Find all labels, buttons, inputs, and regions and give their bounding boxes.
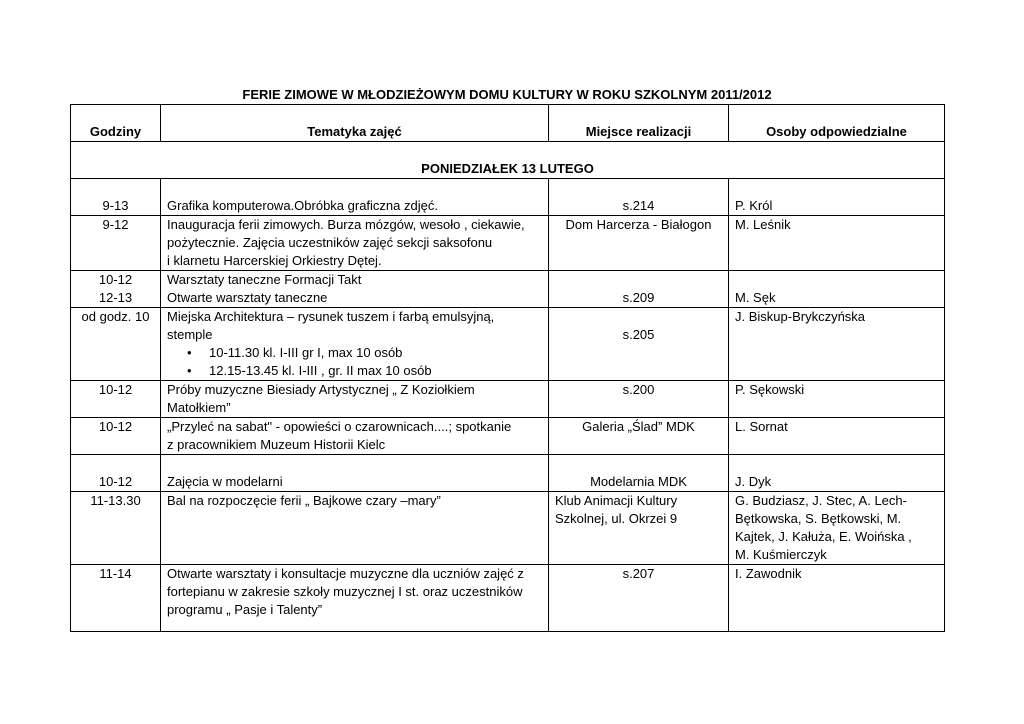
cell-topic — [161, 565, 549, 632]
bullet-icon: • — [187, 363, 192, 378]
cell-persons — [729, 271, 945, 308]
place-text: s.214 — [622, 198, 655, 213]
hours-line: 10-12 — [98, 272, 133, 287]
topic-text: Grafika komputerowa.Obróbka graficzna zdjęć. — [167, 198, 438, 213]
cell-persons — [729, 418, 945, 455]
cell-hours — [71, 418, 161, 455]
session-text: 10-11.30 kl. I-III gr I, max 10 osób — [209, 345, 403, 360]
table-row — [71, 418, 945, 455]
persons-text: P. Sękowski — [735, 382, 805, 397]
hours-text: 10-12 — [98, 419, 133, 434]
place-line: Szkolnej, ul. Okrzei 9 — [555, 511, 678, 526]
cell-persons — [729, 179, 945, 216]
hours-text: 9-13 — [102, 198, 129, 213]
place-text: Dom Harcerza - Białogon — [565, 217, 712, 232]
topic-line: stemple — [167, 327, 213, 342]
header-topic: Tematyka zajęć — [161, 105, 549, 142]
persons-text: J. Dyk — [735, 474, 772, 489]
cell-topic — [161, 455, 549, 492]
place-line: Klub Animacji Kultury — [555, 493, 678, 508]
topic-line: Miejska Architektura – rysunek tuszem i farbą emulsyjną, — [167, 309, 495, 324]
bullet-icon: • — [187, 345, 192, 360]
cell-hours — [71, 308, 161, 381]
cell-place — [549, 271, 729, 308]
cell-topic — [161, 179, 549, 216]
table-row — [71, 308, 945, 381]
cell-persons — [729, 216, 945, 271]
table-row — [71, 179, 945, 216]
hours-text: 9-12 — [102, 217, 129, 232]
cell-topic — [161, 271, 549, 308]
topic-line: pożytecznie. Zajęcia uczestników zajęć sekcji saksofonu — [167, 235, 493, 250]
header-hours: Godziny — [71, 105, 161, 142]
topic-line: z pracownikiem Muzeum Historii Kielc — [167, 437, 386, 452]
cell-persons — [729, 381, 945, 418]
persons-text: P. Król — [735, 198, 773, 213]
cell-topic — [161, 418, 549, 455]
cell-hours — [71, 216, 161, 271]
place-text: s.200 — [622, 382, 655, 397]
cell-hours — [71, 381, 161, 418]
topic-line: Otwarte warsztaty i konsultacje muzyczne dla uczniów zajęć z — [167, 566, 524, 581]
cell-topic — [161, 308, 549, 381]
document-title: FERIE ZIMOWE W MŁODZIEŻOWYM DOMU KULTURY W ROKU SZKOLNYM 2011/2012 — [242, 87, 772, 102]
cell-persons — [729, 492, 945, 565]
header-persons: Osoby odpowiedzialne — [729, 105, 945, 142]
cell-place — [549, 418, 729, 455]
cell-place — [549, 565, 729, 632]
list-item — [187, 362, 542, 380]
day-heading: PONIEDZIAŁEK 13 LUTEGO — [71, 142, 945, 179]
cell-place — [549, 216, 729, 271]
day-row — [71, 142, 945, 179]
cell-persons — [729, 455, 945, 492]
place-text: s.209 — [622, 290, 655, 305]
table-header-row — [71, 105, 945, 142]
persons-line: Bętkowska, S. Bętkowski, M. — [735, 511, 902, 526]
hours-text: od godz. 10 — [81, 309, 150, 324]
persons-line: Kajtek, J. Kałuża, E. Woińska , — [735, 529, 912, 544]
hours-line: 12-13 — [98, 290, 133, 305]
topic-line: Próby muzyczne Biesiady Artystycznej „ Z Koziołkiem — [167, 382, 475, 397]
cell-topic — [161, 492, 549, 565]
cell-hours — [71, 179, 161, 216]
cell-place — [549, 381, 729, 418]
hours-text: 11-13.30 — [90, 493, 141, 508]
place-text: Modelarnia MDK — [590, 474, 687, 489]
schedule-table — [70, 104, 945, 632]
cell-place — [549, 179, 729, 216]
place-text: s.205 — [622, 327, 655, 342]
persons-text: M. Sęk — [735, 290, 776, 305]
table-row — [71, 565, 945, 632]
hours-text: 11-14 — [99, 566, 132, 581]
topic-text: Bal na rozpoczęcie ferii „ Bajkowe czary –mary” — [167, 493, 441, 508]
hours-text: 10-12 — [98, 382, 133, 397]
table-row — [71, 216, 945, 271]
topic-line: Warsztaty taneczne Formacji Takt — [167, 272, 362, 287]
list-item — [187, 344, 542, 362]
hours-text: 10-12 — [98, 474, 133, 489]
place-text: s.207 — [622, 566, 655, 581]
cell-place — [549, 455, 729, 492]
header-place: Miejsce realizacji — [549, 105, 729, 142]
cell-topic — [161, 381, 549, 418]
topic-line: Matołkiem” — [167, 400, 231, 415]
topic-line: Inauguracja ferii zimowych. Burza mózgów, wesoło , ciekawie, — [167, 217, 525, 232]
cell-topic — [161, 216, 549, 271]
persons-line: M. Kuśmierczyk — [735, 547, 827, 562]
place-text: Galeria „Ślad” MDK — [582, 419, 695, 434]
table-row — [71, 492, 945, 565]
cell-hours — [71, 565, 161, 632]
topic-line: programu „ Pasje i Talenty” — [167, 602, 323, 617]
persons-text: I. Zawodnik — [735, 566, 802, 581]
cell-place — [549, 492, 729, 565]
persons-text: J. Biskup-Brykczyńska — [735, 309, 866, 324]
persons-text: L. Sornat — [735, 419, 788, 434]
cell-hours — [71, 492, 161, 565]
topic-line: i klarnetu Harcerskiej Orkiestry Dętej. — [167, 253, 382, 268]
topic-text: Zajęcia w modelarni — [167, 474, 283, 489]
topic-line: fortepianu w zakresie szkoły muzycznej I st. oraz uczestników — [167, 584, 523, 599]
topic-line: Otwarte warsztaty taneczne — [167, 290, 328, 305]
cell-hours — [71, 271, 161, 308]
cell-place — [549, 308, 729, 381]
topic-line: „Przyleć na sabat" - opowieści o czarownicach....; spotkanie — [167, 419, 512, 434]
session-list — [167, 344, 542, 380]
table-row — [71, 271, 945, 308]
persons-line: G. Budziasz, J. Stec, A. Lech- — [735, 493, 907, 508]
cell-persons — [729, 565, 945, 632]
table-row — [71, 381, 945, 418]
cell-hours — [71, 455, 161, 492]
table-row — [71, 455, 945, 492]
session-text: 12.15-13.45 kl. I-III , gr. II max 10 osób — [209, 363, 432, 378]
cell-persons — [729, 308, 945, 381]
persons-text: M. Leśnik — [735, 217, 791, 232]
